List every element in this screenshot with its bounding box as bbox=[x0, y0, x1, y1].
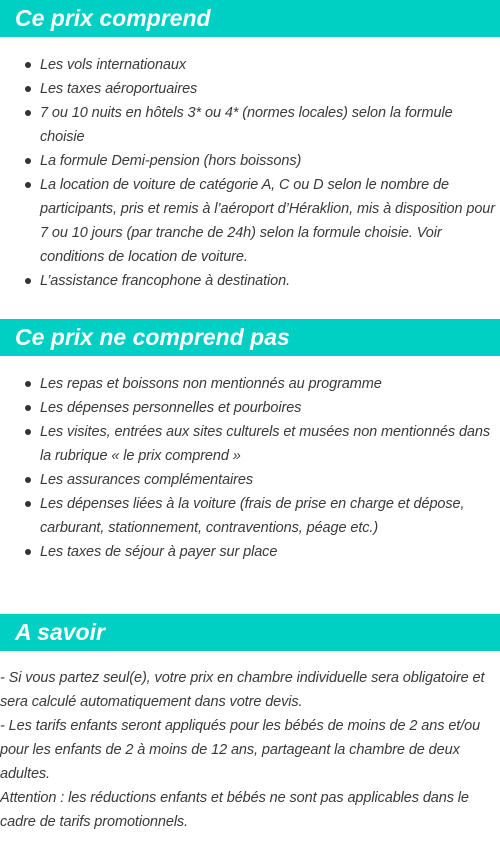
note-line: - Les tarifs enfants seront appliqués pour les bébés de moins de 2 ans et/ou pour les enfants de 2 à moins de 12 ans, partageant la chambre de deux adultes. bbox=[0, 718, 481, 782]
note-line: Attention : les réductions enfants et bébés ne sont pas applicables dans le cadre de tarifs promotionnels. bbox=[0, 790, 469, 830]
list-item: Les taxes aéroportuaires bbox=[0, 77, 500, 101]
list-item: Les dépenses liées à la voiture (frais de prise en charge et dépose, carburant, stationnement, contraventions, péage etc.) bbox=[0, 492, 500, 540]
section-title-a-savoir: A savoir bbox=[0, 614, 500, 651]
list-item: La formule Demi-pension (hors boissons) bbox=[0, 149, 500, 173]
section-a-savoir bbox=[0, 614, 500, 834]
list-item: La location de voiture de catégorie A, C ou D selon le nombre de participants, pris et remis à l’aéroport d’Héraklion, mis à disposition pour 7 ou 10 jours (par tranche de 24h) selon la formule choisie. Voir conditions de location de voiture. bbox=[0, 173, 500, 269]
section-title-excluded: Ce prix ne comprend pas bbox=[0, 319, 500, 356]
list-item: Les assurances complémentaires bbox=[0, 468, 500, 492]
excluded-list bbox=[0, 372, 500, 564]
list-item: Les dépenses personnelles et pourboires bbox=[0, 396, 500, 420]
list-item: 7 ou 10 nuits en hôtels 3* ou 4* (normes locales) selon la formule choisie bbox=[0, 101, 500, 149]
section-excluded bbox=[0, 319, 500, 564]
a-savoir-text bbox=[0, 666, 500, 834]
included-list bbox=[0, 53, 500, 293]
list-item: Les visites, entrées aux sites culturels et musées non mentionnés dans la rubrique « le prix comprend » bbox=[0, 420, 500, 468]
note-line: - Si vous partez seul(e), votre prix en chambre individuelle sera obligatoire et sera calculé automatiquement dans votre devis. bbox=[0, 670, 485, 710]
section-included bbox=[0, 0, 500, 293]
section-title-included: Ce prix comprend bbox=[0, 0, 500, 37]
list-item: Les vols internationaux bbox=[0, 53, 500, 77]
list-item: Les repas et boissons non mentionnés au programme bbox=[0, 372, 500, 396]
list-item: L’assistance francophone à destination. bbox=[0, 269, 500, 293]
list-item: Les taxes de séjour à payer sur place bbox=[0, 540, 500, 564]
